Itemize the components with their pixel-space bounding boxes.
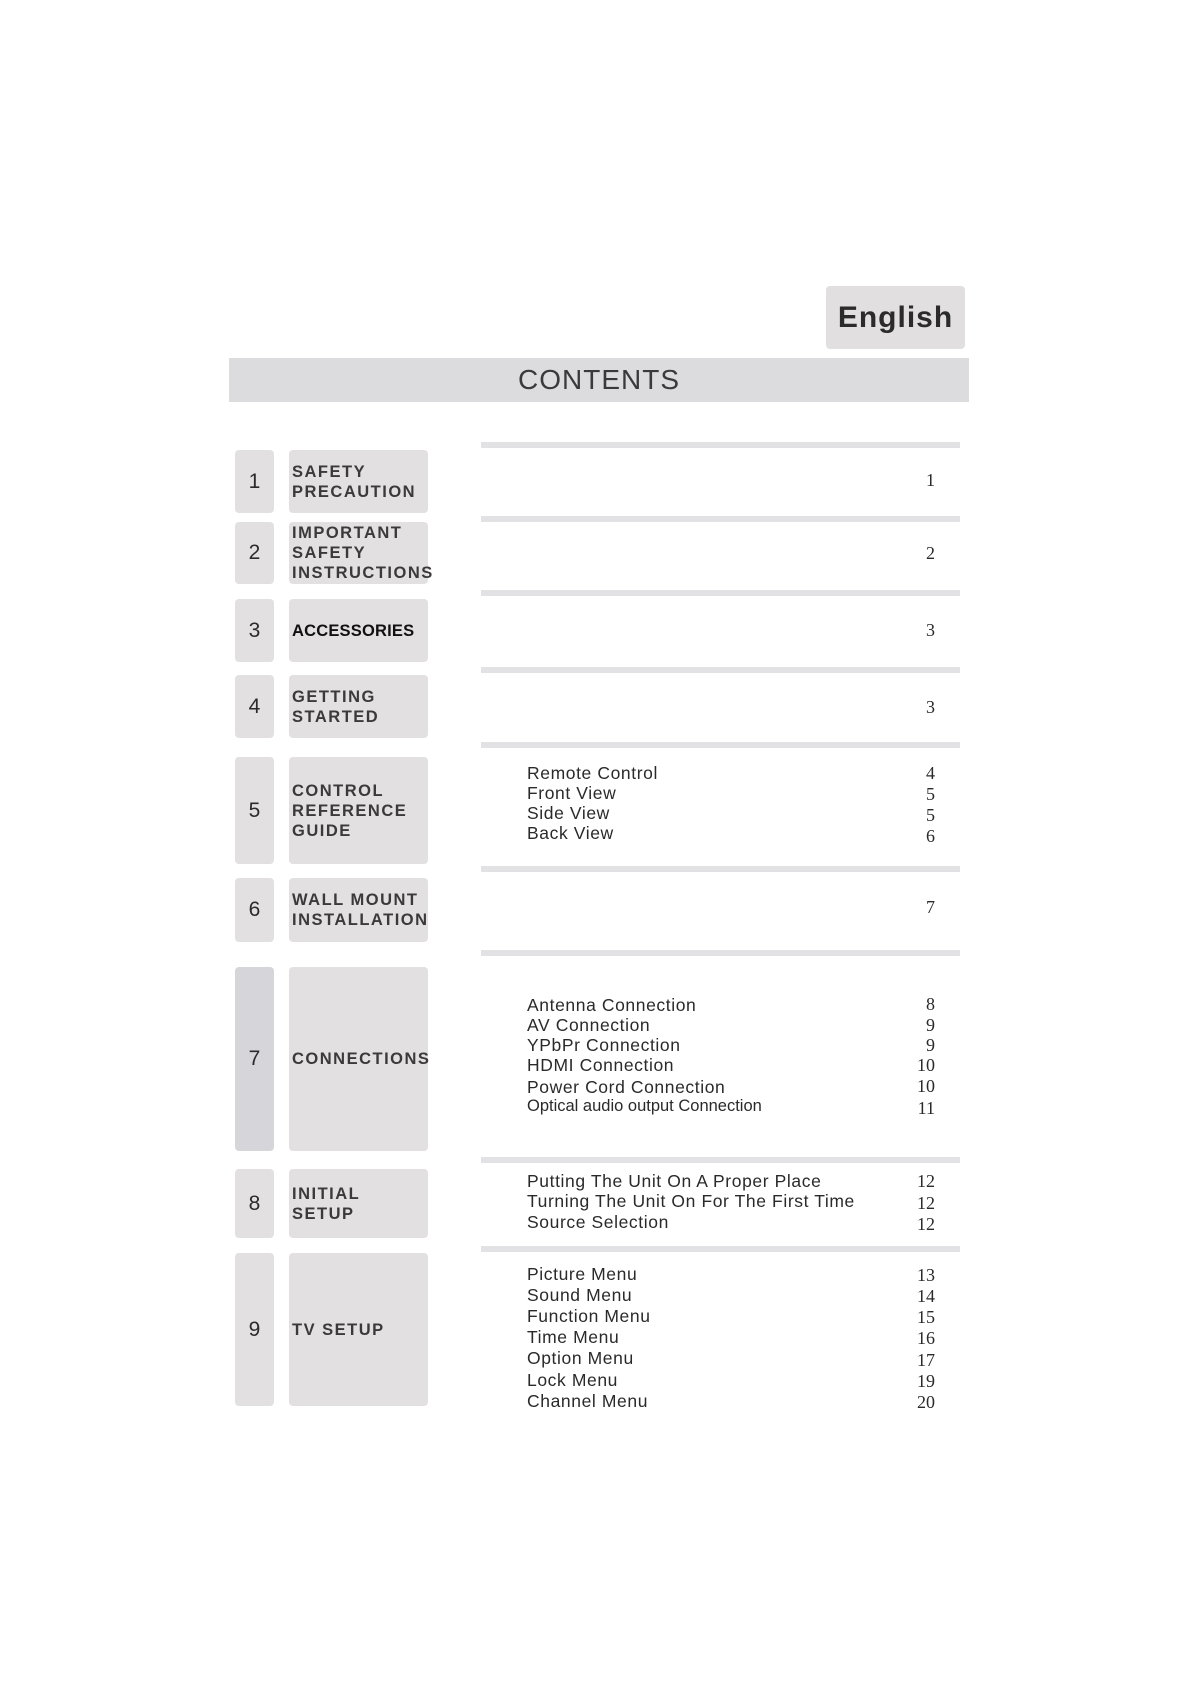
page-number: 10 [917, 1055, 935, 1075]
page-number: 19 [917, 1371, 935, 1391]
page-number: 4 [926, 763, 935, 783]
language-badge: English [826, 286, 965, 349]
page-number: 12 [917, 1193, 935, 1213]
page-number: 13 [917, 1265, 935, 1285]
section-divider [481, 742, 960, 748]
toc-entry: Source Selection [527, 1212, 669, 1232]
page-number: 17 [917, 1350, 935, 1370]
page-number: 12 [917, 1171, 935, 1191]
toc-entry: Side View [527, 803, 610, 823]
page-number: 3 [926, 697, 935, 717]
page-number: 3 [926, 620, 935, 640]
page-number: 9 [926, 1015, 935, 1035]
page-number: 10 [917, 1076, 935, 1096]
section-divider [481, 667, 960, 673]
toc-entry: Channel Menu [527, 1391, 649, 1411]
toc-entry: HDMI Connection [527, 1055, 675, 1075]
page-number: 2 [926, 543, 935, 563]
section-number: 6 [235, 878, 274, 942]
toc-entry: Remote Control [527, 763, 658, 783]
toc-entry: Back View [527, 823, 614, 843]
section-number: 9 [235, 1253, 274, 1406]
page-number: 1 [926, 470, 935, 490]
page-number: 20 [917, 1392, 935, 1412]
page-number: 7 [926, 897, 935, 917]
section-title: CONTROL REFERENCE GUIDE [289, 757, 428, 864]
toc-entry: Power Cord Connection [527, 1077, 726, 1097]
toc-entry: Sound Menu [527, 1285, 633, 1305]
page-number: 9 [926, 1035, 935, 1055]
toc-entry: Lock Menu [527, 1370, 619, 1390]
section-divider [481, 590, 960, 596]
section-number: 7 [235, 967, 274, 1151]
section-title: IMPORTANT SAFETY INSTRUCTIONS [289, 522, 428, 584]
section-divider [481, 442, 960, 448]
section-number: 8 [235, 1169, 274, 1238]
page-number: 16 [917, 1328, 935, 1348]
toc-entry: AV Connection [527, 1015, 651, 1035]
section-divider [481, 1157, 960, 1163]
toc-entry: Putting The Unit On A Proper Place [527, 1171, 822, 1191]
section-divider [481, 1246, 960, 1252]
page-number: 8 [926, 994, 935, 1014]
toc-entry: Option Menu [527, 1348, 634, 1368]
section-title: GETTING STARTED [289, 675, 428, 738]
section-title: CONNECTIONS [289, 967, 428, 1151]
section-number: 2 [235, 522, 274, 584]
section-divider [481, 866, 960, 872]
toc-entry: Picture Menu [527, 1264, 638, 1284]
page-number: 6 [926, 826, 935, 846]
section-title: WALL MOUNT INSTALLATION [289, 878, 428, 942]
toc-entry: Time Menu [527, 1327, 620, 1347]
section-divider [481, 516, 960, 522]
section-title: SAFETY PRECAUTION [289, 450, 428, 513]
contents-title: CONTENTS [229, 358, 969, 402]
toc-entry: Function Menu [527, 1306, 651, 1326]
toc-entry: Turning The Unit On For The First Time [527, 1191, 855, 1211]
section-number: 3 [235, 599, 274, 662]
section-number: 5 [235, 757, 274, 864]
page-number: 11 [917, 1098, 935, 1118]
toc-entry: Antenna Connection [527, 995, 697, 1015]
toc-entry: YPbPr Connection [527, 1035, 681, 1055]
section-number: 1 [235, 450, 274, 513]
section-title: TV SETUP [289, 1253, 428, 1406]
section-number: 4 [235, 675, 274, 738]
page-number: 5 [926, 784, 935, 804]
toc-entry: Front View [527, 783, 617, 803]
section-title: ACCESSORIES [289, 599, 428, 662]
page-number: 15 [917, 1307, 935, 1327]
section-divider [481, 950, 960, 956]
page-number: 12 [917, 1214, 935, 1234]
toc-entry: Optical audio output Connection [527, 1097, 762, 1115]
section-title: INITIAL SETUP [289, 1169, 428, 1238]
page-number: 5 [926, 805, 935, 825]
page-number: 14 [917, 1286, 935, 1306]
